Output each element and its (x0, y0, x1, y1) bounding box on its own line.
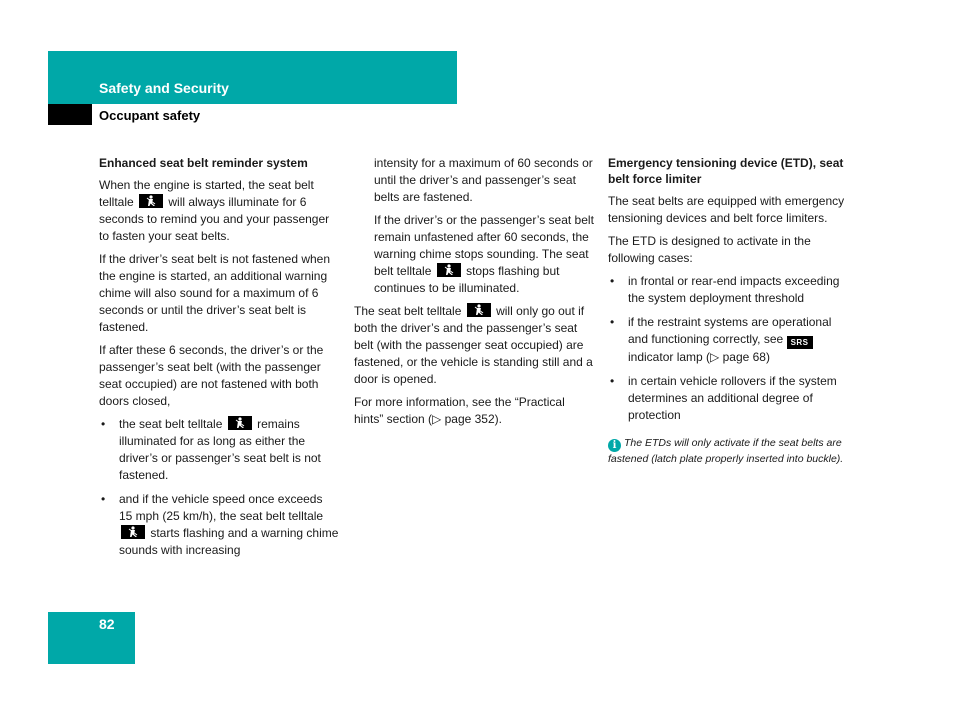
column-left (99, 155, 339, 566)
seat-belt-telltale-icon (467, 303, 491, 317)
list-item (99, 416, 339, 484)
column-right (608, 155, 848, 467)
paragraph: If the driver’s seat belt is not fastened when the engine is started, an additional warning chime will also sound for a maximum of 6 seconds or until the driver’s seat belt is fastened. (99, 252, 331, 334)
seat-belt-telltale-icon (228, 416, 252, 430)
paragraph (354, 303, 594, 388)
column-middle (354, 155, 594, 434)
header-band (48, 51, 457, 104)
paragraph-cross-reference: For more information, see the “Practical hints” section (▷ page 352). (354, 395, 565, 426)
text: If the driver’s or the passenger’s seat belt remain unfastened after 60 seconds, the warning chime stops sounding. The seat belt telltale (374, 213, 594, 278)
text: will only go out if both the driver’s and the passenger’s seat belt (with the passenger seat occupied) are fastened, or the vehicle is standing still and a door is opened. (354, 304, 593, 386)
info-note (608, 436, 848, 467)
page-number-box (48, 612, 135, 664)
subsection-title: Occupant safety (99, 108, 201, 123)
section-tab-marker (48, 104, 92, 125)
bullet-list (608, 273, 848, 424)
seat-belt-telltale-icon (121, 525, 145, 539)
text: and if the vehicle speed once exceeds 15 mph (25 km/h), the seat belt telltale (119, 492, 324, 523)
paragraph-continued: intensity for a maximum of 60 seconds or until the driver’s and passenger’s seat belts are fastened. (374, 156, 593, 204)
page-number: 82 (99, 616, 115, 632)
paragraph-continued (354, 212, 594, 297)
bullet-list (99, 416, 339, 559)
seat-belt-telltale-icon (139, 194, 163, 208)
srs-indicator-icon: SRS (787, 336, 813, 349)
heading-seat-belt-reminder: Enhanced seat belt reminder system (99, 156, 308, 170)
paragraph (99, 177, 339, 245)
paragraph: The seat belts are equipped with emergency tensioning devices and belt force limiters. (608, 194, 845, 225)
text: stops flashing but continues to be illuminated. (374, 264, 560, 295)
list-item: • in frontal or rear-end impacts exceeding the system deployment threshold (608, 273, 848, 307)
text: remains illuminated for as long as either the driver’s or passenger’s seat belt is not fastened. (119, 417, 321, 482)
heading-etd: Emergency tensioning device (ETD), seat belt force limiter (608, 156, 844, 186)
section-title: Safety and Security (99, 80, 229, 96)
seat-belt-telltale-icon (437, 263, 461, 277)
info-icon: i (608, 439, 621, 452)
list-item (608, 314, 848, 366)
text: will always illuminate for 6 seconds to remind you and your passenger to fasten your seat belts. (99, 195, 330, 243)
paragraph: The ETD is designed to activate in the following cases: (608, 234, 811, 265)
text: indicator lamp (▷ page 68) (628, 350, 770, 364)
list-item: • in certain vehicle rollovers if the system determines an additional degree of protection (608, 373, 848, 424)
paragraph: If after these 6 seconds, the driver’s or the passenger’s seat belt (with the passenger seat occupied) are not fastened with both doors closed, (99, 343, 324, 408)
list-item (99, 491, 339, 559)
text: When the engine is started, the seat belt telltale (99, 178, 314, 209)
text: if the restraint systems are operational and functioning correctly, see (628, 315, 832, 346)
text: The seat belt telltale (354, 304, 462, 318)
text: starts flashing and a warning chime sounds with increasing (119, 526, 339, 557)
note-text: The ETDs will only activate if the seat belts are fastened (latch plate properly inserted into buckle). (608, 437, 844, 465)
text: the seat belt telltale (119, 417, 223, 431)
